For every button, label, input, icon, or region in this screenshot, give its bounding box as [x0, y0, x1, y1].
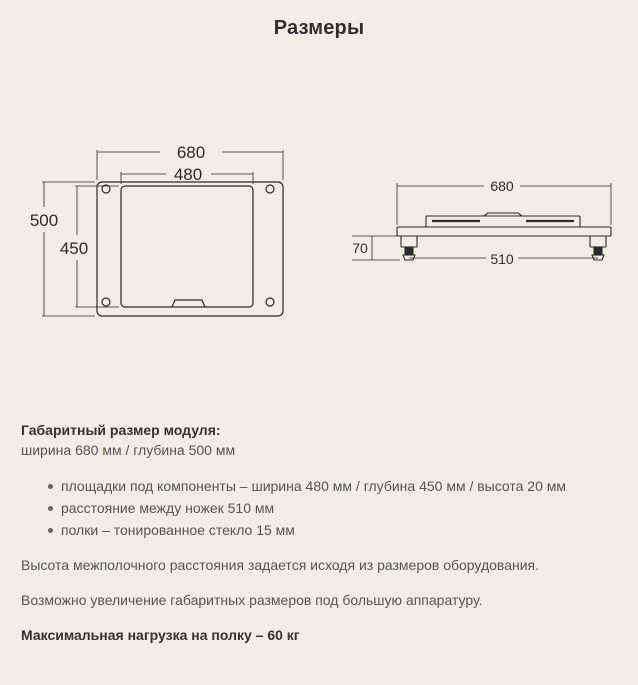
top-view-inner-platform — [121, 186, 253, 307]
top-view-width-inner-label: 480 — [173, 165, 203, 184]
description-section — [21, 420, 621, 645]
module-size-text: ширина 680 мм / глубина 500 мм — [21, 442, 236, 458]
list-item-text: расстояние между ножек 510 мм — [61, 500, 275, 516]
side-view-base-plate — [397, 227, 611, 236]
top-view-depth-inner-label: 450 — [59, 239, 89, 258]
list-item-text: полки – тонированное стекло 15 мм — [61, 522, 295, 538]
features-list — [21, 476, 621, 540]
side-view-foot — [594, 247, 602, 255]
top-view-hole — [266, 185, 274, 193]
bullet-icon — [48, 528, 53, 533]
side-view-foot — [405, 247, 413, 255]
top-view-outer-plate — [97, 182, 283, 316]
size-increase-text: Возможно увеличение габаритных размеров под большую аппаратуру. — [21, 592, 483, 608]
page-title: Размеры — [273, 17, 365, 39]
top-view-dimensions — [42, 150, 283, 316]
top-view-drawing — [97, 182, 283, 316]
max-load-text: Максимальная нагрузка на полку – 60 кг — [21, 627, 300, 643]
list-item-text: площадки под компоненты – ширина 480 мм / глубина 450 мм / высота 20 мм — [61, 478, 567, 494]
list-item — [21, 498, 621, 518]
top-view-width-outer-label: 680 — [176, 143, 206, 162]
bullet-icon — [48, 484, 53, 489]
bullet-icon — [48, 506, 53, 511]
top-view-depth-outer-label: 500 — [29, 211, 59, 230]
top-view-hole — [102, 298, 110, 306]
module-size-heading: Габаритный размер модуля: — [21, 422, 221, 438]
side-view-width-label: 680 — [490, 178, 514, 194]
side-view-legs-span-label: 510 — [490, 251, 514, 267]
top-view-handle — [172, 300, 205, 307]
list-item — [21, 520, 621, 540]
side-view-leg — [401, 236, 417, 247]
shelf-spacing-text: Высота межполочного расстояния задается исходя из размеров оборудования. — [21, 557, 540, 573]
top-view-hole — [266, 298, 274, 306]
side-view-leg — [590, 236, 606, 247]
side-view-height-label: 70 — [352, 240, 368, 256]
list-item — [21, 476, 621, 496]
